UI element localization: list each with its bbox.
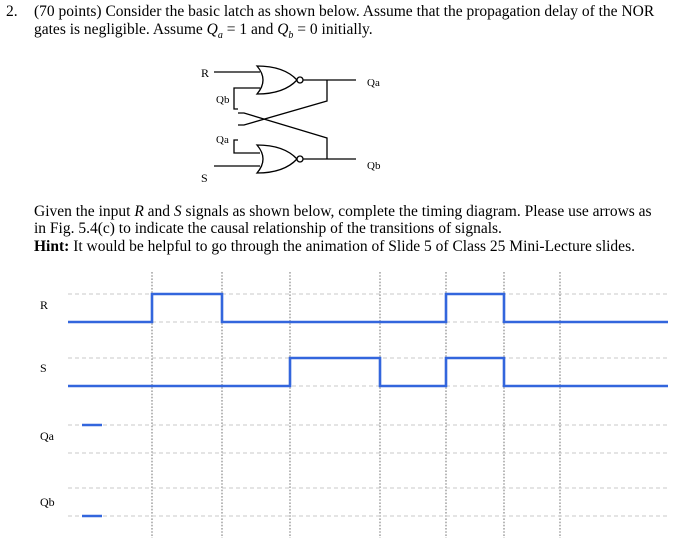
qa-subscript: a xyxy=(217,30,223,42)
nor-gate-bottom xyxy=(257,145,303,173)
hint-line xyxy=(34,238,635,256)
latch-qa-output-label: Qa xyxy=(367,77,380,89)
timing-grid xyxy=(68,272,668,538)
latch-qa-feedback-label: Qa xyxy=(216,134,229,146)
nor-gate-top xyxy=(257,66,303,94)
latch-diagram xyxy=(214,66,356,173)
instruction-r: R xyxy=(134,203,144,220)
timing-label-qa: Qa xyxy=(40,429,54,443)
problem-number: 2. xyxy=(6,3,18,20)
latch-qb-feedback-label: Qb xyxy=(216,94,230,106)
qa-feedback-wire xyxy=(234,140,260,153)
instruction-s: S xyxy=(173,203,182,220)
timing-label-qb: Qb xyxy=(40,495,55,509)
instruction-and: and xyxy=(143,203,174,220)
timing-label-s: S xyxy=(40,361,47,375)
latch-qb-output-label: Qb xyxy=(367,160,381,172)
problem-points: (70 points) xyxy=(34,3,102,20)
hint-label: Hint: xyxy=(34,238,70,255)
instruction-line-1 xyxy=(34,203,652,221)
qb-initial-value: = 0 initially. xyxy=(293,21,373,38)
timing-label-r: R xyxy=(40,298,49,312)
latch-s-label: S xyxy=(201,171,208,185)
s-waveform xyxy=(68,358,668,386)
latch-r-label: R xyxy=(201,66,210,80)
timing-waves xyxy=(68,294,668,516)
qa-symbol: Q xyxy=(206,21,218,38)
instruction-text-a: Given the input xyxy=(34,203,135,220)
problem-text-1: Consider the basic latch as shown below. Assume that the propagation delay of the NOR xyxy=(105,3,655,20)
instruction-text-b: signals as shown below, complete the timing diagram. Please use arrows as xyxy=(181,203,652,220)
qb-symbol: Q xyxy=(277,21,289,38)
hint-text: It would be helpful to go through the animation of Slide 5 of Class 25 Mini-Lecture slides. xyxy=(69,238,635,255)
qa-initial-value: = 1 and xyxy=(222,21,278,38)
qb-feedback-wire xyxy=(234,88,260,109)
problem-text-2: gates is negligible. Assume xyxy=(34,21,207,38)
r-waveform xyxy=(68,294,668,322)
qb-subscript: b xyxy=(288,30,294,42)
instruction-line-2: in Fig. 5.4(c) to indicate the causal relationship of the transitions of signals. xyxy=(34,220,502,237)
